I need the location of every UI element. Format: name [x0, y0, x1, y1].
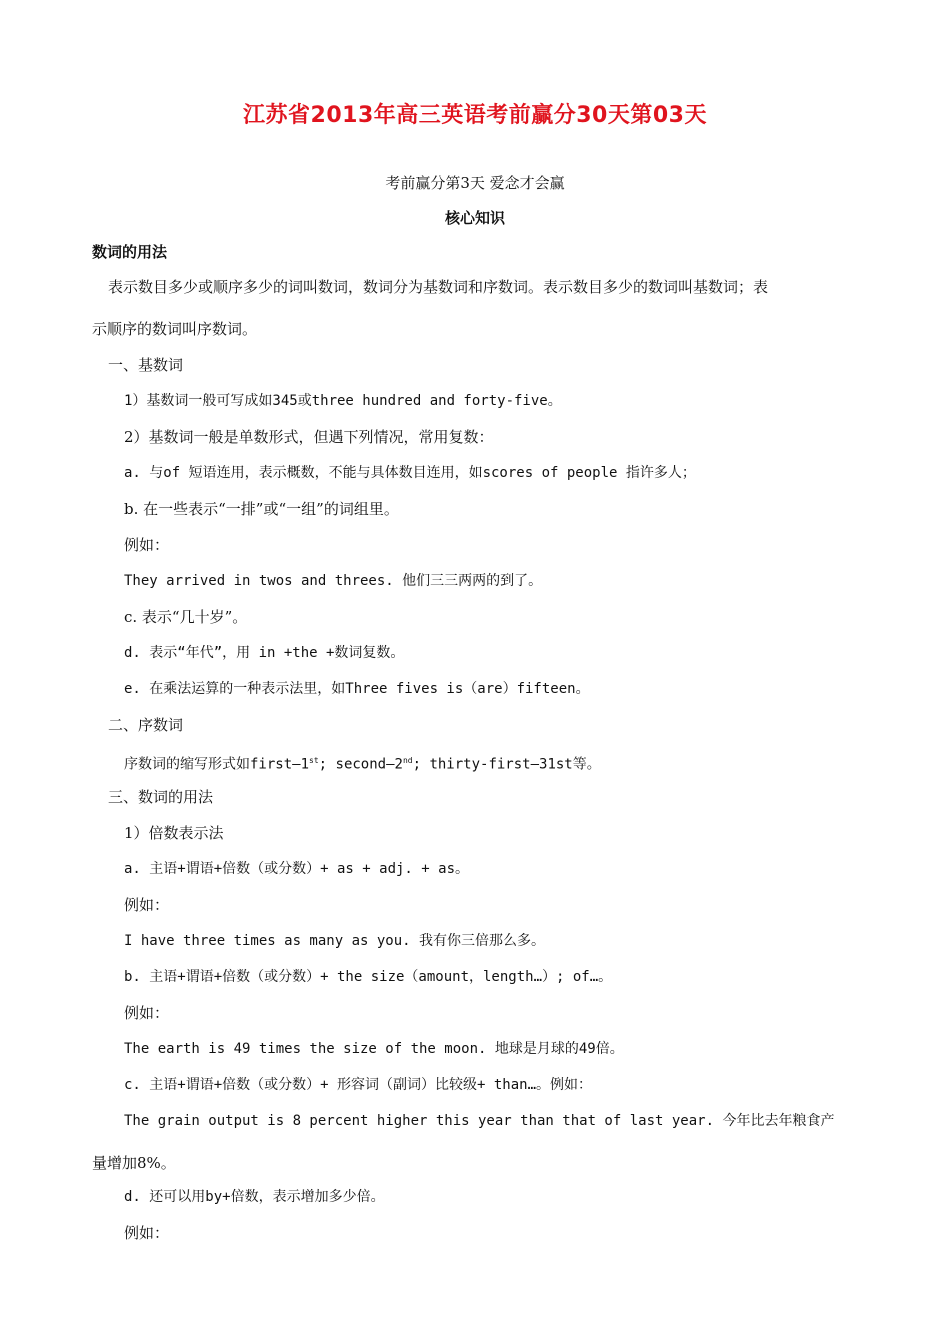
- document-subtitle: 考前赢分第3天 爱念才会赢: [385, 174, 565, 192]
- ordinal-text-c: ; thirty-first—31st等。: [412, 756, 601, 773]
- ordinal-sup-nd: nd: [402, 756, 413, 765]
- ordinal-text-a: 序数词的缩写形式如first—1: [124, 756, 310, 773]
- ordinal-abbreviation: [124, 750, 601, 776]
- example-sentence-1: They arrived in twos and threes. 他们三三两两的到了。: [124, 573, 543, 589]
- subsection-ordinal: 二、序数词: [108, 716, 184, 734]
- section-heading: 数词的用法: [92, 243, 168, 261]
- usage-point-c: c. 主语+谓语+倍数（或分数）+ 形容词（副词）比较级+ than…。例如：: [124, 1077, 593, 1093]
- example-label-1: 例如：: [124, 536, 170, 554]
- usage-point-d: d. 还可以用by+倍数，表示增加多少倍。: [124, 1189, 385, 1205]
- usage-point-1: 1）倍数表示法: [124, 824, 224, 842]
- subsection-cardinal: 一、基数词: [108, 356, 184, 374]
- cardinal-point-c: c. 表示“几十岁”。: [124, 608, 248, 626]
- cardinal-point-d: d. 表示“年代”，用 in +the +数词复数。: [124, 645, 405, 661]
- document-title: 江苏省2013年高三英语考前赢分30天第03天: [243, 103, 707, 128]
- usage-point-a: a. 主语+谓语+倍数（或分数）+ as + adj. + as。: [124, 861, 470, 877]
- intro-line-2: 示顺序的数词叫序数词。: [92, 320, 258, 338]
- intro-line-1: 表示数目多少或顺序多少的词叫数词，数词分为基数词和序数词。表示数目多少的数词叫基数词；表: [108, 278, 769, 296]
- example-sentence-4-line-2: 量增加8%。: [92, 1154, 176, 1172]
- cardinal-point-1: 1）基数词一般可写成如345或three hundred and forty-five。: [124, 393, 562, 409]
- ordinal-sup-st: st: [309, 756, 319, 765]
- usage-point-b: b. 主语+谓语+倍数（或分数）+ the size（amount，length…）; of…。: [124, 969, 613, 985]
- cardinal-point-e: e. 在乘法运算的一种表示法里，如Three fives is（are）fifteen。: [124, 681, 590, 697]
- cardinal-point-a: a. 与of 短语连用，表示概数，不能与具体数目连用，如scores of people 指许多人；: [124, 465, 696, 481]
- example-sentence-4-line-1: The grain output is 8 percent higher this year than that of last year. 今年比去年粮食产: [124, 1113, 835, 1129]
- example-sentence-2: I have three times as many as you. 我有你三倍那么多。: [124, 933, 546, 949]
- example-label-3: 例如：: [124, 1004, 170, 1022]
- ordinal-text-b: ; second—2: [318, 756, 403, 773]
- cardinal-point-2: 2）基数词一般是单数形式，但遇下列情况，常用复数：: [124, 428, 494, 446]
- cardinal-point-b: b. 在一些表示“一排”或“一组”的词组里。: [124, 500, 399, 518]
- example-sentence-3: The earth is 49 times the size of the moon. 地球是月球的49倍。: [124, 1041, 624, 1057]
- example-label-2: 例如：: [124, 896, 170, 914]
- example-label-4: 例如：: [124, 1224, 170, 1242]
- core-knowledge-heading: 核心知识: [444, 209, 505, 227]
- subsection-usage: 三、数词的用法: [108, 788, 214, 806]
